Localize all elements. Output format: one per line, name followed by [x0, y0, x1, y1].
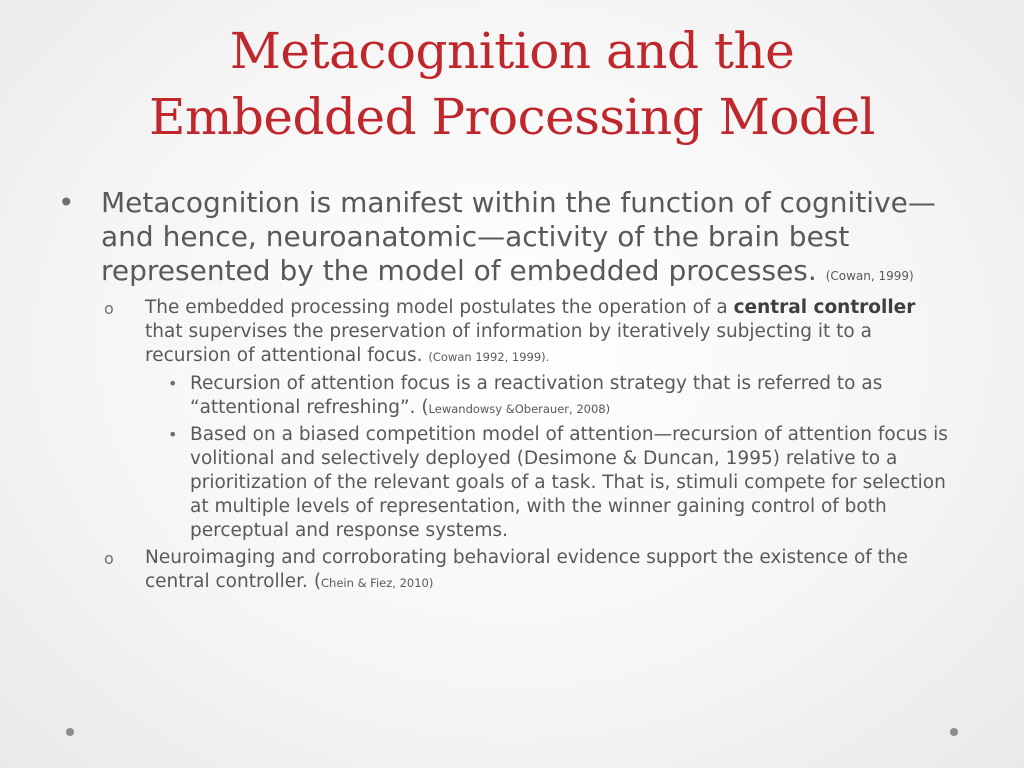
bullet-circle-icon: o	[104, 299, 114, 318]
bullet-text-continued: that supervises the preservation of information by iteratively subjecting it to a recursion of attentional focus.	[145, 321, 872, 366]
title-line-1: Metacognition and the	[229, 22, 795, 80]
bullet-bold-term: central controller	[733, 297, 916, 318]
citation: Lewandowsy &Oberauer, 2008)	[428, 402, 611, 416]
citation: (Cowan, 1999)	[825, 269, 914, 283]
bullet-level2-item	[104, 296, 958, 368]
bullet-dot-icon: •	[58, 186, 75, 219]
bullet-text: Metacognition is manifest within the function of cognitive—and hence, neuroanatomic—activity of the brain best represented by the model of embedded processes.	[101, 186, 936, 287]
bullet-level3-item	[168, 423, 958, 543]
bullet-text: The embedded processing model postulates the operation of a	[145, 297, 734, 318]
bullet-circle-icon: o	[104, 549, 114, 568]
bullet-text: Neuroimaging and corroborating behavioral evidence support the existence of the central controller. (	[145, 547, 909, 592]
bullet-dot-icon: •	[168, 374, 178, 393]
title-line-2: Embedded Processing Model	[148, 88, 876, 146]
bullet-dot-icon: •	[168, 425, 178, 444]
corner-dot-right-icon	[950, 728, 958, 736]
citation: (Cowan 1992, 1999).	[428, 350, 550, 364]
slide-content	[58, 186, 958, 598]
bullet-level3-item	[168, 372, 958, 420]
bullet-text: Recursion of attention focus is a reactivation strategy that is referred to as “attentional refreshing”. (	[190, 373, 883, 418]
bullet-text: Based on a biased competition model of attention—recursion of attention focus is volitional and selectively deployed (Desimone & Duncan, 1995) relative to a prioritization of the relevant goals of a task. That is, stimuli compete for selection at multiple levels of representation, with the winner gaining control of both perceptual and response systems.	[190, 424, 948, 541]
slide-title	[40, 18, 984, 150]
bullet-level2-item	[104, 546, 958, 594]
corner-dot-left-icon	[66, 728, 74, 736]
citation: Chein & Fiez, 2010)	[321, 576, 434, 590]
bullet-level1-item	[58, 186, 958, 288]
